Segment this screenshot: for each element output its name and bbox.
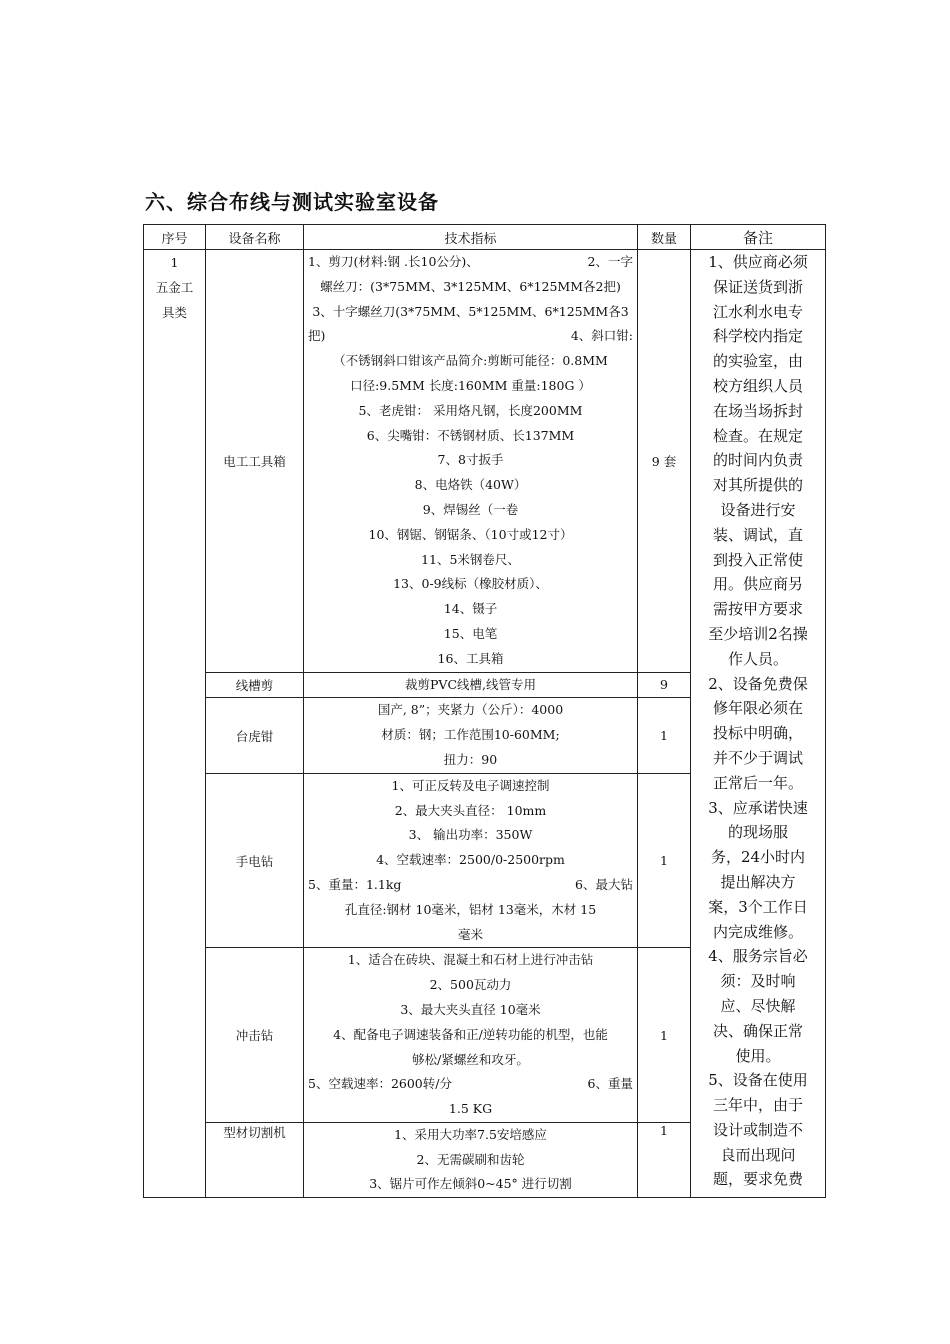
equipment-table bbox=[143, 224, 826, 1198]
spec-text: 4、斜口钳: bbox=[570, 328, 633, 344]
spec-cell bbox=[304, 250, 638, 673]
spec-line bbox=[308, 349, 633, 374]
equipment-name: 型材切割机 bbox=[206, 1122, 304, 1197]
spec-text: 1、剪刀(材料:钢 .长10公分)、 bbox=[308, 254, 479, 269]
remarks-line: 1、供应商必须 bbox=[708, 253, 808, 271]
spec-text: 9、焊锡丝（一卷 bbox=[422, 501, 519, 517]
remarks-line: 的现场服 bbox=[727, 823, 788, 842]
remarks-line: 设计或制造不 bbox=[712, 1120, 803, 1139]
spec-line bbox=[308, 498, 633, 523]
remarks-line: 用。供应商另 bbox=[712, 575, 803, 594]
spec-cell bbox=[304, 948, 638, 1123]
quantity: 9 套 bbox=[638, 250, 691, 673]
spec-line bbox=[308, 275, 633, 300]
spec-text: 8、电烙铁（40W） bbox=[414, 477, 527, 493]
group-cell bbox=[144, 250, 206, 1198]
remarks-line: 作人员。 bbox=[727, 649, 788, 668]
table-header-row bbox=[144, 225, 826, 250]
remarks-line: 三年中，由于 bbox=[712, 1096, 803, 1115]
spec-line bbox=[308, 374, 633, 399]
spec-line bbox=[308, 823, 633, 848]
spec-line bbox=[308, 723, 633, 748]
remarks-line: 江水利水电专 bbox=[712, 302, 803, 321]
spec-text: 16、工具箱 bbox=[437, 650, 504, 666]
spec-line bbox=[308, 473, 633, 498]
remarks-line: 务，24小时内 bbox=[710, 848, 806, 867]
remarks-line: 设备进行安 bbox=[720, 500, 796, 519]
spec-text: 15、电笔 bbox=[443, 625, 498, 641]
spec-cell bbox=[304, 672, 638, 698]
spec-text: 扭力：90 bbox=[443, 751, 498, 767]
spec-text: 螺丝刀：(3*75MM、3*125MM、6*125MM各2把) bbox=[320, 278, 621, 294]
remarks-line: 校方组织人员 bbox=[712, 376, 803, 395]
spec-line bbox=[308, 698, 633, 723]
remarks-line: 投标中明确， bbox=[712, 724, 803, 743]
remarks-line: 对其所提供的 bbox=[712, 476, 803, 495]
remarks-line: 的实验室，由 bbox=[712, 352, 803, 371]
remarks-line: 需按甲方要求 bbox=[712, 600, 803, 619]
spec-text: 6、最大钻 bbox=[575, 876, 633, 892]
spec-text: 1、适合在砖块、混凝土和石材上进行冲击钻 bbox=[347, 952, 594, 968]
spec-text: 口径:9.5MM 长度:160MM 重量:180G ） bbox=[350, 377, 591, 393]
spec-text: （不锈钢斜口钳该产品简介:剪断可能径：0.8MM bbox=[333, 353, 608, 369]
spec-text: 7、8寸扳手 bbox=[437, 452, 504, 468]
spec-text: 6、重量 bbox=[587, 1076, 633, 1092]
remarks-line: 修年限必须在 bbox=[712, 699, 803, 718]
section-title: 六、综合布线与测试实验室设备 bbox=[145, 190, 439, 214]
spec-line bbox=[308, 973, 633, 998]
spec-line bbox=[308, 548, 633, 573]
header-seq: 序号 bbox=[144, 225, 206, 250]
spec-text: 5、重量：1.1kg bbox=[308, 876, 402, 892]
spec-text: 孔直径:钢材 10毫米，铝材 13毫米，木材 15 bbox=[344, 901, 597, 917]
spec-text: 14、镊子 bbox=[443, 601, 498, 617]
spec-text: 国产, 8”；夹紧力（公斤）：4000 bbox=[377, 702, 564, 718]
spec-line bbox=[308, 597, 633, 622]
spec-text: 把) bbox=[308, 328, 326, 344]
remarks-line: 科学校内指定 bbox=[712, 327, 803, 346]
spec-line bbox=[308, 774, 633, 799]
spec-line bbox=[308, 948, 633, 973]
header-name: 设备名称 bbox=[206, 225, 304, 250]
quantity: 1 bbox=[638, 773, 691, 948]
spec-line bbox=[308, 923, 633, 948]
spec-text: 材质：钢；工作范围10-60MM; bbox=[381, 727, 560, 743]
equipment-name: 台虎钳 bbox=[206, 698, 304, 773]
spec-text: 13、0-9线标（橡胶材质）、 bbox=[393, 576, 548, 592]
spec-text: 3、 输出功率：350W bbox=[408, 827, 533, 843]
spec-text: 2、一字 bbox=[587, 254, 633, 269]
quantity: 1 bbox=[638, 698, 691, 773]
spec-line bbox=[308, 998, 633, 1023]
header-note: 备注 bbox=[691, 225, 826, 250]
spec-text: 5、空载速率：2600转/分 bbox=[308, 1076, 452, 1092]
spec-line bbox=[308, 523, 633, 548]
spec-text: 2、无需碳刷和齿轮 bbox=[416, 1151, 525, 1167]
spec-line bbox=[308, 848, 633, 873]
remarks-line: 提出解决方 bbox=[720, 872, 796, 891]
spec-cell bbox=[304, 698, 638, 773]
equipment-name: 冲击钻 bbox=[206, 948, 304, 1123]
remarks-line: 检查。在规定 bbox=[712, 426, 803, 445]
spec-line bbox=[308, 673, 633, 698]
remarks-line: 的时间内负责 bbox=[712, 451, 803, 470]
spec-line bbox=[308, 300, 633, 325]
spec-text: 3、十字螺丝刀(3*75MM、5*125MM、6*125MM各3 bbox=[312, 303, 629, 319]
remarks-line: 装、调试，直 bbox=[712, 525, 803, 544]
spec-text: 1.5 KG bbox=[448, 1101, 493, 1117]
spec-text: 2、500瓦动力 bbox=[429, 977, 512, 993]
remarks-line: 到投入正常使 bbox=[712, 550, 803, 569]
remarks-line: 保证送货到浙 bbox=[712, 277, 803, 296]
spec-line bbox=[308, 873, 633, 898]
spec-text: 2、最大夹头直径： 10mm bbox=[394, 802, 547, 818]
spec-text: 10、钢锯、钢锯条、（10寸或12寸） bbox=[368, 526, 573, 542]
spec-line bbox=[308, 647, 633, 672]
table-body bbox=[144, 250, 826, 1198]
spec-line bbox=[308, 324, 633, 349]
spec-text: 裁剪PVC线槽,线管专用 bbox=[405, 676, 536, 692]
spec-line bbox=[308, 572, 633, 597]
spec-text: 1、可正反转及电子调速控制 bbox=[391, 777, 550, 793]
spec-line bbox=[308, 622, 633, 647]
group-category: 五金工具类 bbox=[155, 280, 194, 320]
group-number: 1 bbox=[170, 255, 179, 270]
header-spec: 技术指标 bbox=[304, 225, 638, 250]
remarks-line: 须：及时响 bbox=[720, 972, 796, 991]
spec-line bbox=[308, 898, 633, 923]
equipment-name: 手电钻 bbox=[206, 773, 304, 948]
remarks-line: 在场当场拆封 bbox=[712, 401, 803, 420]
spec-text: 1、采用大功率7.5安培感应 bbox=[394, 1126, 547, 1142]
spec-text: 4、空载速率：2500/0-2500rpm bbox=[376, 852, 565, 868]
spec-line bbox=[308, 1172, 633, 1197]
remarks-line: 并不少于调试 bbox=[712, 748, 803, 767]
remarks-line: 4、服务宗旨必 bbox=[708, 947, 808, 966]
quantity: 9 bbox=[638, 672, 691, 698]
spec-line bbox=[308, 799, 633, 824]
remarks-line: 正常后一年。 bbox=[712, 773, 803, 792]
quantity: 1 bbox=[638, 1122, 691, 1197]
remarks-line: 内完成维修。 bbox=[712, 922, 803, 941]
spec-line bbox=[308, 1072, 633, 1097]
spec-line bbox=[308, 399, 633, 424]
spec-line bbox=[308, 1148, 633, 1173]
remarks-line: 决、确保正常 bbox=[712, 1021, 803, 1040]
remarks-line: 使用。 bbox=[735, 1046, 781, 1065]
spec-cell bbox=[304, 773, 638, 948]
remarks-line: 案，3个工作日 bbox=[708, 897, 808, 916]
spec-line bbox=[308, 448, 633, 473]
spec-text: 5、老虎钳： 采用烙凡钢，长度200MM bbox=[358, 402, 583, 418]
spec-line bbox=[308, 1097, 633, 1122]
spec-text: 毫米 bbox=[457, 926, 483, 942]
remarks-line: 2、设备免费保 bbox=[708, 674, 808, 693]
equipment-name: 电工工具箱 bbox=[206, 250, 304, 673]
spec-line bbox=[308, 250, 633, 275]
remarks-line: 3、应承诺快速 bbox=[708, 798, 808, 817]
spec-text: 6、尖嘴钳：不锈钢材质、长137MM bbox=[366, 427, 575, 443]
quantity: 1 bbox=[638, 948, 691, 1123]
table-row bbox=[144, 250, 826, 673]
spec-text: 3、最大夹头直径 10毫米 bbox=[400, 1001, 541, 1017]
spec-text: 够松/紧螺丝和攻牙。 bbox=[412, 1051, 529, 1067]
spec-text: 4、配备电子调速装备和正/逆转功能的机型，也能 bbox=[333, 1026, 608, 1042]
spec-line bbox=[308, 1023, 633, 1048]
remarks-line: 至少培训2名操 bbox=[708, 624, 808, 643]
header-qty: 数量 bbox=[638, 225, 691, 250]
spec-line bbox=[308, 424, 633, 449]
spec-cell bbox=[304, 1122, 638, 1197]
spec-text: 3、锯片可作左倾斜0~45° 进行切割 bbox=[369, 1176, 572, 1192]
spec-line bbox=[308, 1048, 633, 1073]
remarks-cell bbox=[691, 250, 826, 1198]
remarks-line: 良而出现问 bbox=[720, 1145, 796, 1164]
remarks-line: 应、尽快解 bbox=[720, 996, 796, 1015]
equipment-name: 线槽剪 bbox=[206, 672, 304, 698]
spec-line bbox=[308, 748, 633, 773]
remarks-line: 题，要求免费 bbox=[712, 1170, 803, 1189]
remarks-line: 5、设备在使用 bbox=[708, 1071, 808, 1090]
spec-line bbox=[308, 1123, 633, 1148]
spec-text: 11、5米钢卷尺、 bbox=[421, 551, 520, 567]
